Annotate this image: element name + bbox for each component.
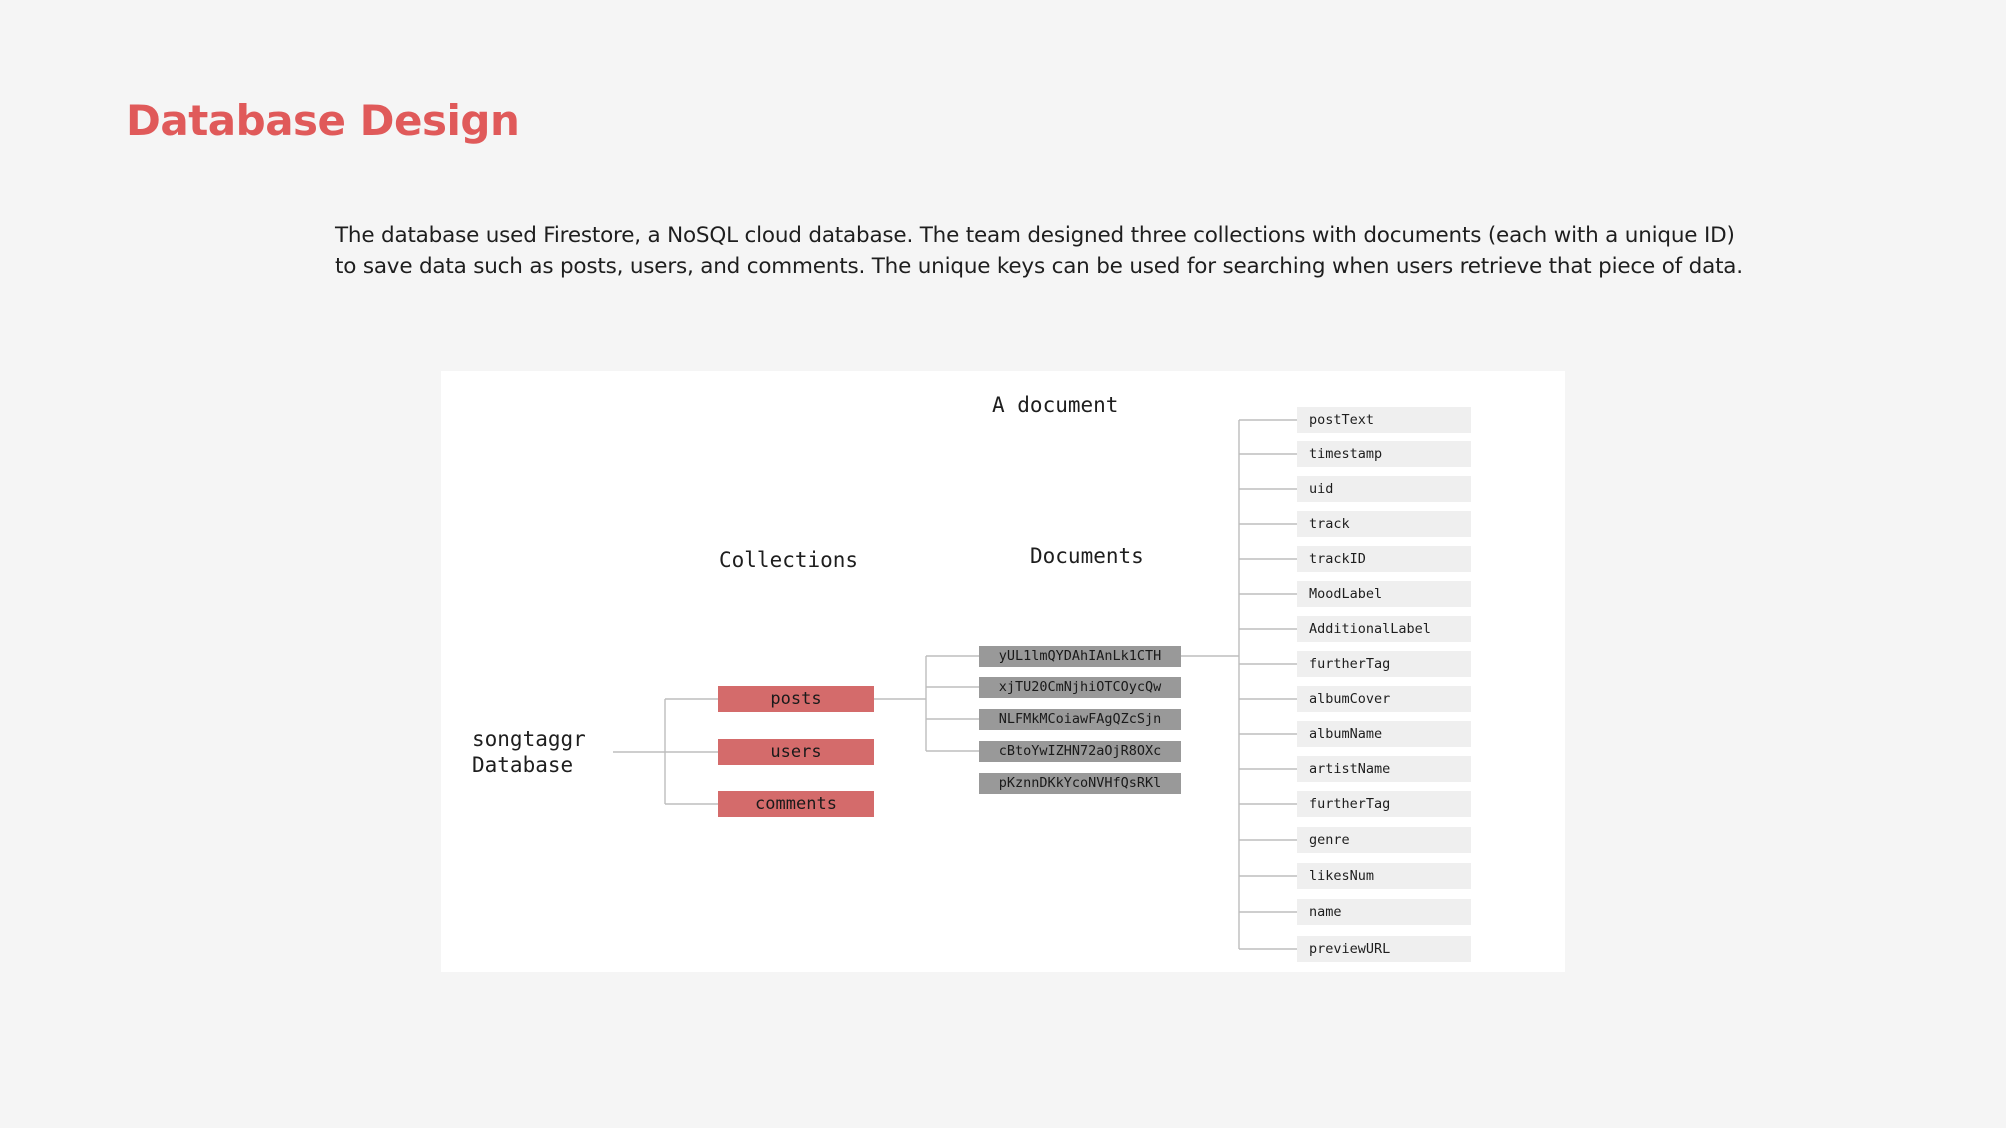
collection-users[interactable]: users [718, 739, 874, 765]
database-diagram [441, 371, 1565, 972]
field-item: furtherTag [1297, 791, 1471, 817]
field-item: MoodLabel [1297, 581, 1471, 607]
field-item: AdditionalLabel [1297, 616, 1471, 642]
document-id[interactable]: yUL1lmQYDAhIAnLk1CTH [979, 646, 1181, 667]
field-item: furtherTag [1297, 651, 1471, 677]
document-id[interactable]: pKznnDKkYcoNVHfQsRKl [979, 773, 1181, 794]
intro-paragraph: The database used Firestore, a NoSQL cloud database. The team designed three collections with documents (each with a unique ID) to save data such as posts, users, and comments. The unique keys can be used for searching when users retrieve that piece of data. [335, 223, 1743, 279]
field-item: likesNum [1297, 863, 1471, 889]
root-database-label [472, 726, 586, 778]
root-label-line-1: songtaggr [472, 727, 586, 751]
collection-comments[interactable]: comments [718, 791, 874, 817]
collections-header: Collections [719, 548, 859, 572]
collection-posts[interactable]: posts [718, 686, 874, 712]
field-item: albumCover [1297, 686, 1471, 712]
document-id[interactable]: NLFMkMCoiawFAgQZcSjn [979, 709, 1181, 730]
page-title: Database Design [126, 96, 520, 145]
field-item: track [1297, 511, 1471, 537]
documents-header: Documents [1030, 544, 1144, 568]
field-item: postText [1297, 407, 1471, 433]
field-item: timestamp [1297, 441, 1471, 467]
field-item: previewURL [1297, 936, 1471, 962]
field-item: name [1297, 899, 1471, 925]
root-label-line-2: Database [472, 753, 574, 777]
field-item: genre [1297, 827, 1471, 853]
field-item: trackID [1297, 546, 1471, 572]
document-id[interactable]: cBtoYwIZHN72aOjR8OXc [979, 741, 1181, 762]
field-item: artistName [1297, 756, 1471, 782]
document-id[interactable]: xjTU20CmNjhiOTCOycQw [979, 677, 1181, 698]
a-document-header: A document [992, 393, 1119, 417]
field-item: albumName [1297, 721, 1471, 747]
field-item: uid [1297, 476, 1471, 502]
